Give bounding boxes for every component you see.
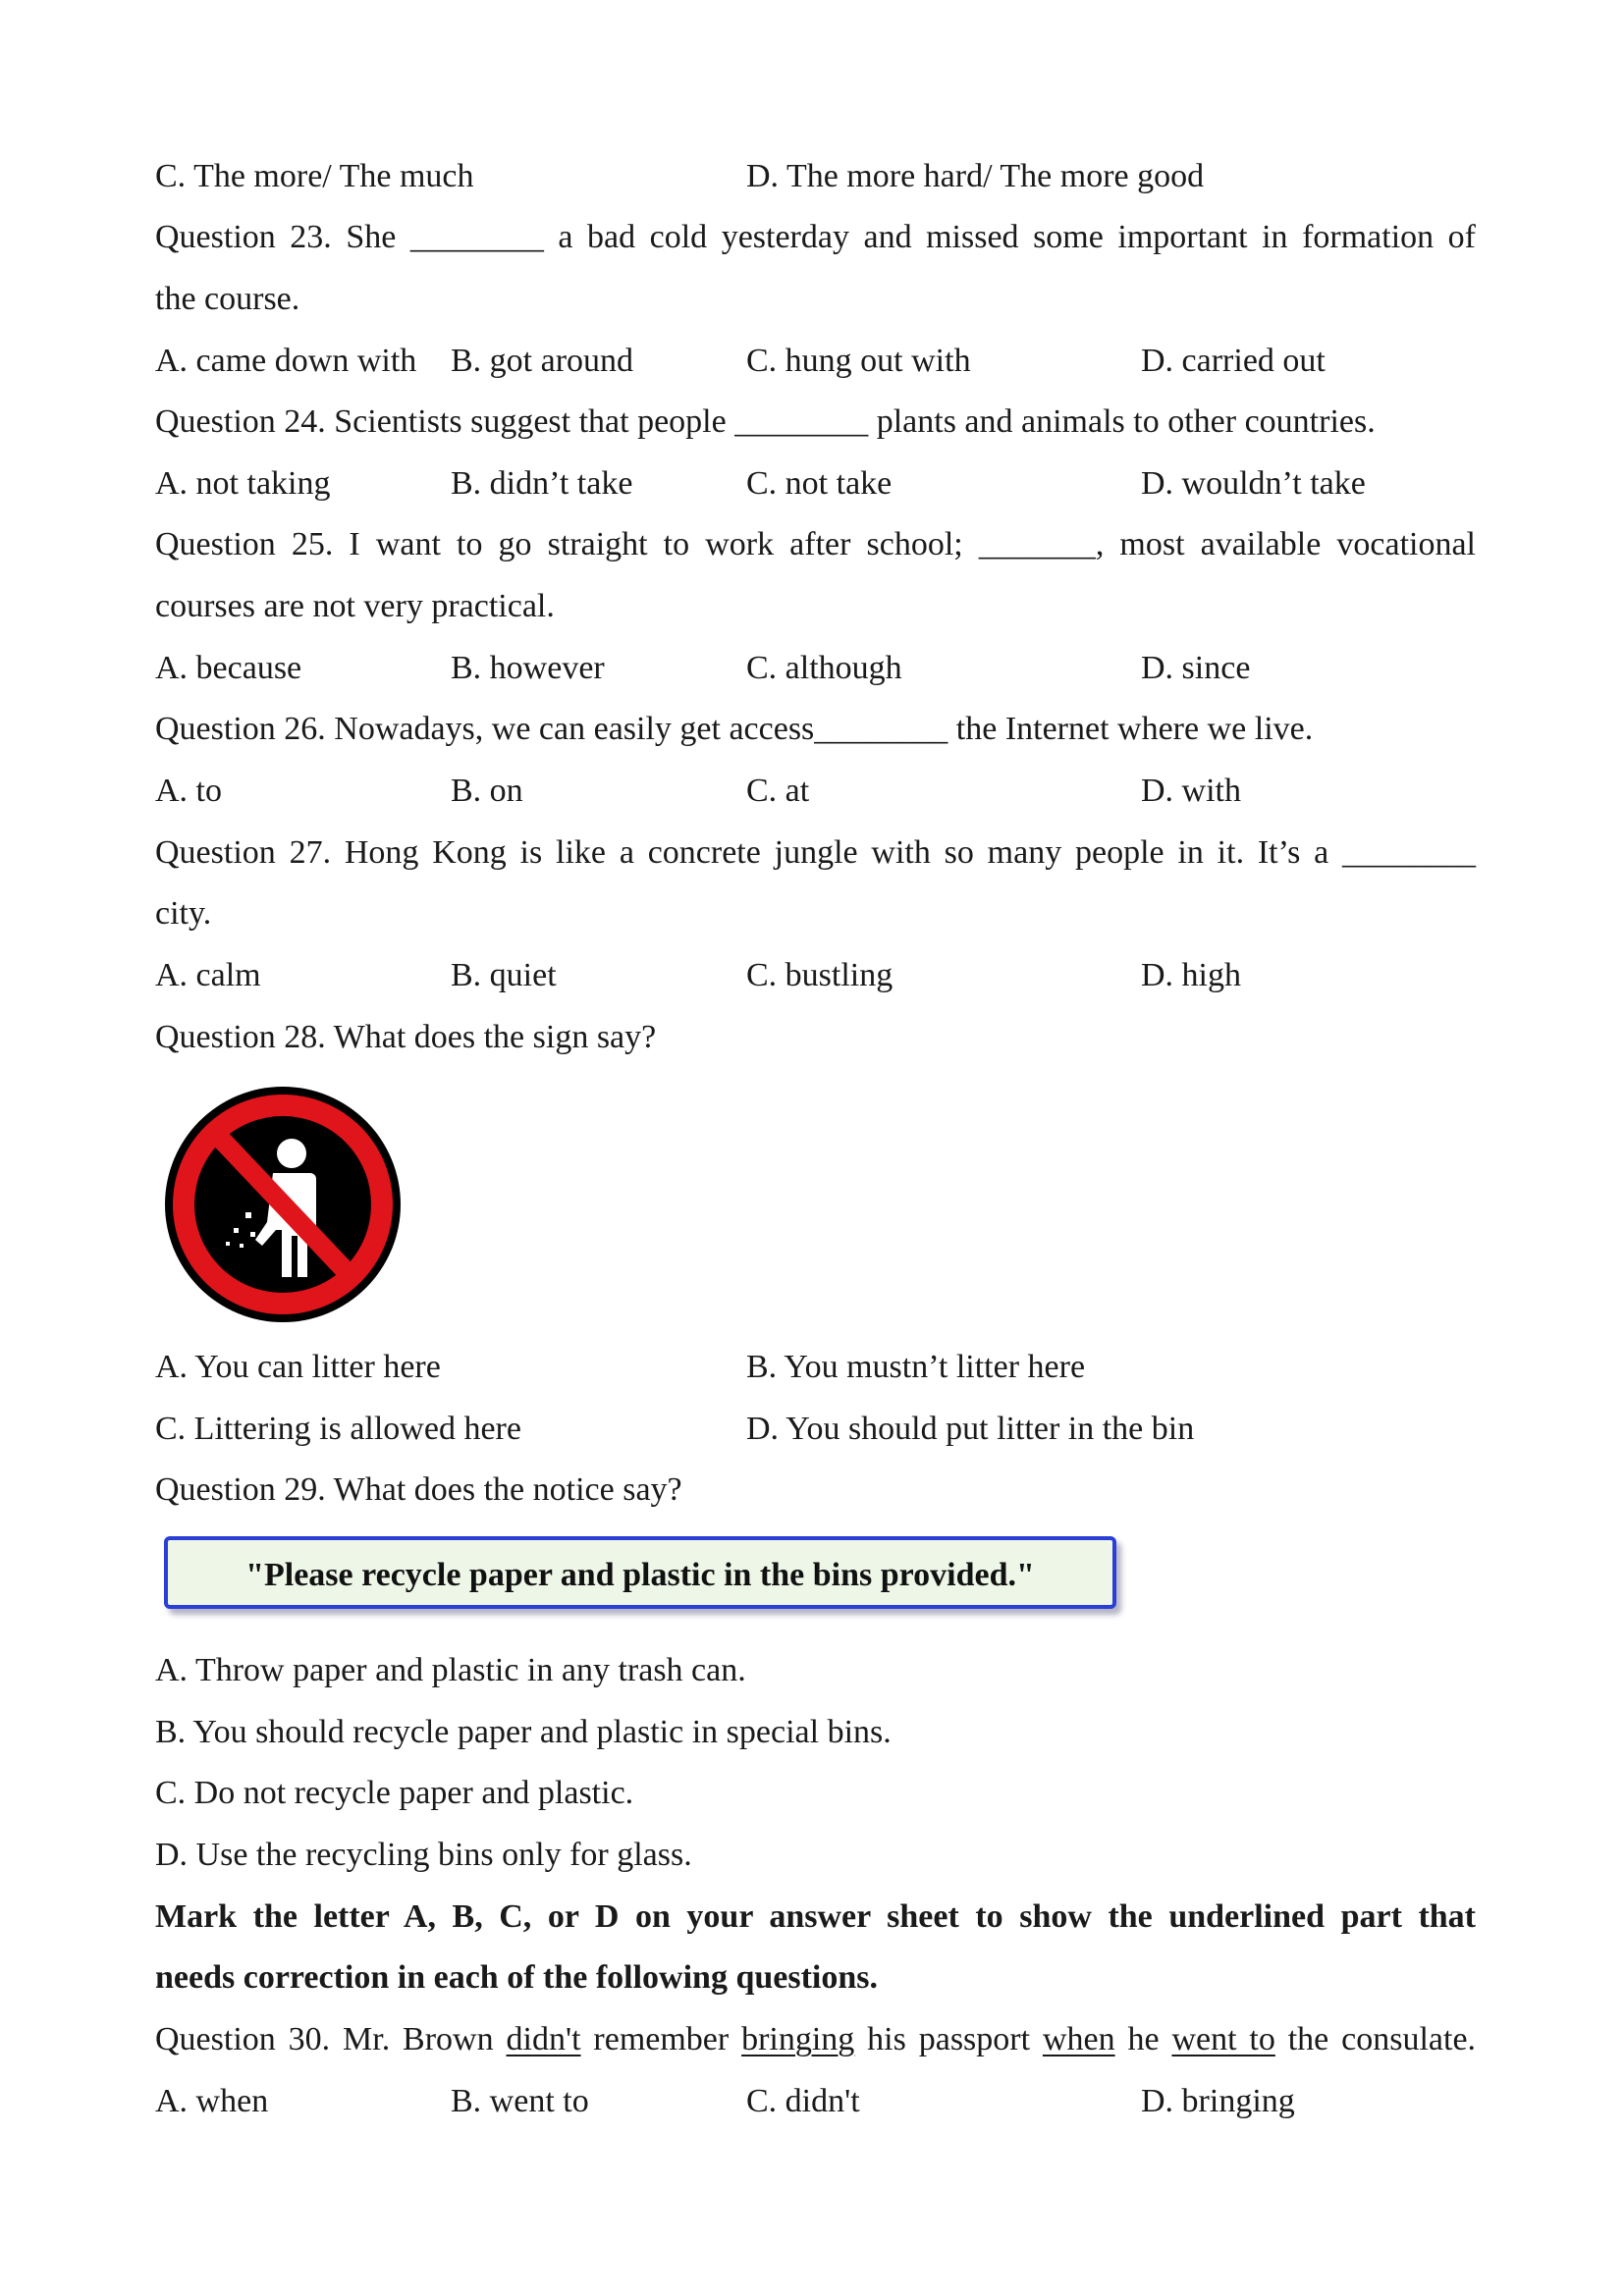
q30-underlined-bringing: bringing [741,2021,855,2057]
q30-option-a: A. when [155,2083,269,2119]
q29-option-d: D. Use the recycling bins only for glass. [155,1837,692,1873]
q29-option-c: C. Do not recycle paper and plastic. [155,1775,634,1811]
q28-option-c: C. Littering is allowed here [155,1411,521,1447]
q25-option-a: A. because [155,650,302,686]
q26-option-c: C. at [746,773,810,809]
q28-option-a: A. You can litter here [155,1349,441,1385]
q30-underlined-went-to: went to [1171,2021,1275,2057]
q22-option-d: D. The more hard/ The more good [746,158,1205,194]
q23-option-d: D. carried out [1141,343,1326,379]
q23-option-b: B. got around [451,343,634,379]
q25-stem-line1: Question 25. I want to go straight to work after school; _______, most available vocational [155,526,1476,562]
q30-underlined-when: when [1042,2021,1115,2057]
q27-stem-line1: Question 27. Hong Kong is like a concrete jungle with so many people in it. It’s a ________ [155,834,1476,871]
recycle-notice-box [164,1536,1116,1609]
q29-option-b: B. You should recycle paper and plastic in special bins. [155,1714,892,1750]
q30-text-3: his passport [854,2021,1043,2057]
q23-option-a: A. came down with [155,343,417,379]
no-littering-sign-icon [157,1075,412,1330]
q30-underlined-didnt: didn't [506,2021,581,2057]
q28-stem: Question 28. What does the sign say? [155,1019,657,1055]
q27-option-b: B. quiet [451,957,557,993]
q23-option-c: C. hung out with [746,343,971,379]
q28-option-d: D. You should put litter in the bin [746,1411,1195,1447]
recycle-notice-text: "Please recycle paper and plastic in the bins provided." [245,1557,1035,1593]
q24-option-a: A. not taking [155,465,331,502]
q26-stem: Question 26. Nowadays, we can easily get access________ the Internet where we live. [155,711,1314,747]
q25-option-c: C. although [746,650,902,686]
q23-stem-end: a bad cold yesterday and missed some important in formation of [558,219,1476,255]
q26-option-a: A. to [155,773,222,809]
q30-text-1: Question 30. Mr. Brown [155,2021,507,2057]
q24-stem: Question 24. Scientists suggest that people ________ plants and animals to other countries. [155,403,1376,440]
q26-option-b: B. on [451,773,523,809]
q30-text-5: the consulate. [1274,2021,1477,2057]
q25-stem-line2: courses are not very practical. [155,588,555,624]
q28-option-b: B. You mustn’t litter here [746,1349,1086,1385]
q30-text-4: he [1114,2021,1172,2057]
q29-option-a: A. Throw paper and plastic in any trash can. [155,1652,746,1688]
q27-option-c: C. bustling [746,957,893,993]
q25-option-d: D. since [1141,650,1251,686]
q27-option-d: D. high [1141,957,1241,993]
instruction-line2: needs correction in each of the following questions. [155,1959,879,1996]
q23-stem-start: Question 23. She ________ [155,219,544,255]
q25-option-b: B. however [451,650,605,686]
instruction-line1: Mark the letter A, B, C, or D on your answer sheet to show the underlined part that [155,1898,1476,1935]
q29-stem: Question 29. What does the notice say? [155,1471,682,1508]
q30-text-2: remember [580,2021,742,2057]
q24-option-b: B. didn’t take [451,465,633,502]
q22-option-c: C. The more/ The much [155,158,474,194]
q27-stem-line2: city. [155,895,212,932]
q24-option-d: D. wouldn’t take [1141,465,1366,502]
q27-option-a: A. calm [155,957,261,993]
q30-option-d: D. bringing [1141,2083,1295,2119]
q23-stem-line1 [155,217,1476,258]
q26-option-d: D. with [1141,773,1241,809]
q30-stem [155,2019,1476,2060]
q24-option-c: C. not take [746,465,893,502]
q30-option-c: C. didn't [746,2083,860,2119]
q30-option-b: B. went to [451,2083,589,2119]
q23-stem-line2: the course. [155,281,300,317]
